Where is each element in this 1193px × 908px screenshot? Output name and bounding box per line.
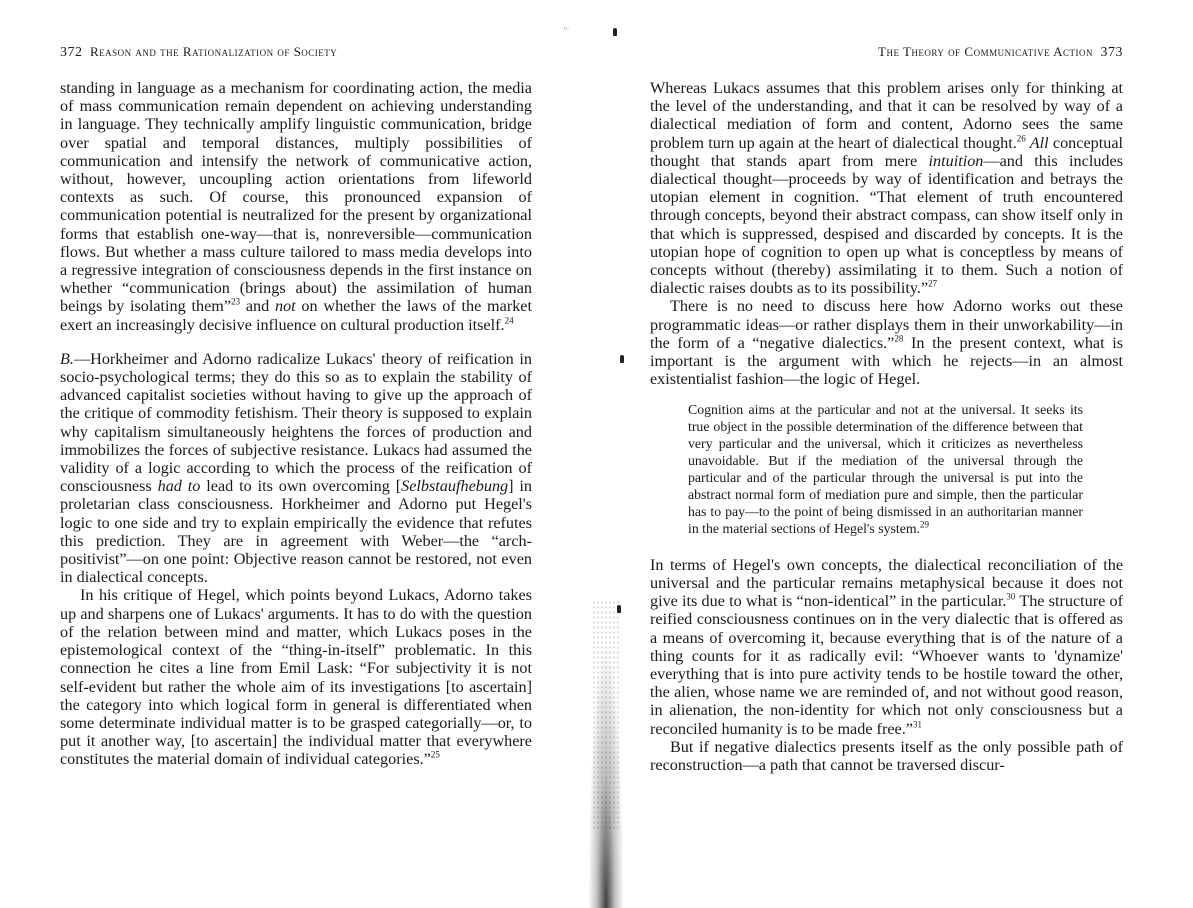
left-running-title: Reason and the Rationalization of Society <box>90 44 338 59</box>
paragraph: standing in language as a mechanism for coordinating action, the media of mass communication remain dependent on achieving understanding in language. They technically amplify linguistic communication, bridge over spatial and temporal distances, multiply possibilities of communication and intensify the network of communicative action, without, however, uncoupling action orientations from lifeworld contexts as such. Of course, this pronounced expansion of communication potential is neutralized for the present by organizational forms that establish one-way—that is, nonreversible—communication flows. But whether a mass culture tailored to mass media develops into a regressive integration of consciousness depends in the first instance on whether “communication (brings about) the assimilation of human beings by isolating them”$^{23}$ and not on whether the laws of the market exert an increasingly decisive influence on cultural production itself.$^{24}$ <box>60 79 532 334</box>
footnote-ref: 26 <box>1016 133 1026 144</box>
block-quote: Cognition aims at the particular and not at the universal. It seeks its true object in the possible determination of the difference between that very particular and the universal, which it criticizes as nevertheless unavoidable. But if the mediation of the universal through the particular and of the particular through the universal is put into the abstract normal form of mediation pure and simple, then the particular has to pay—to the point of being dismissed in an authoritarian manner in the material sections of Hegel's system.$^{29}$ <box>688 402 1083 536</box>
footnote-ref: 28 <box>894 333 904 344</box>
footnote-ref: 29 <box>920 519 929 530</box>
right-page-number: 373 <box>1100 45 1123 60</box>
right-page <box>600 0 1193 908</box>
footnote-ref: 31 <box>912 719 922 730</box>
section-label: B. <box>60 349 74 368</box>
paragraph: In his critique of Hegel, which points beyond Lukacs, Adorno takes up and sharpens one of Lukacs' arguments. It has to do with the question of the relation between mind and matter, which Lukacs poses in the epistemological context of the “thing-in-itself” problematic. In this connection he cites a line from Emil Lask: “For subjectivity it is not self-evident but rather the whole aim of its investigations [to ascertain] the category into which logical form in general is differentiated when some determinate individual matter is to be grasped categorially—or, to put it another way, [to ascertain] the individual matter that everywhere constitutes the material domain of individual categories.”$^{25}$ <box>60 586 532 769</box>
paragraph: B.—Horkheimer and Adorno radicalize Lukacs' theory of reification in socio-psychological terms; they do this so as to explain the stability of advanced capitalist societies without having to give up the approach of the critique of commodity fetishism. Their theory is supposed to explain why capitalism simultaneously heightens the forces of production and immobilizes the forces of subjective resistance. Lukacs had assumed the validity of a logic according to which the process of the reification of consciousness had to lead to its own overcoming [Selbstaufhebung] in proletarian class consciousness. Horkheimer and Adorno put Hegel's logic to one side and try to explain empirically the evidence that refutes this prediction. They are in agreement with Weber—the “arch-positivist”—on one point: Objective reason cannot be restored, not even in dialectical concepts. <box>60 349 533 587</box>
footnote-ref: 30 <box>1006 591 1016 602</box>
footnote-ref: 23 <box>231 297 241 308</box>
left-page-number: 372 <box>60 45 83 60</box>
paragraph: There is no need to discuss here how Adorno works out these programmatic ideas—or rather displays them in their unworkability—in the form of a “negative dialectics.”$^{28}$ In the present context, what is important is the argument with which he rejects—in an almost existentialist fashion—the logic of Hegel. <box>650 297 1124 389</box>
left-page <box>0 0 590 908</box>
paragraph: Whereas Lukacs assumes that this problem arises only for thinking at the level of the understanding, and that it can be resolved by way of a dialectical mediation of form and content, Adorno sees the same problem turn up again at the heart of dialectical thought.$^{26}$ All conceptual thought that stands apart from mere intuition—and this includes dialectical thought—proceeds by way of identification and betrays the utopian element in cognition. “That element of truth encountered through concepts, beyond their abstract compass, can show itself only in that which is suppressed, despised and discarded by concepts. It is the utopian hope of cognition to open up what is conceptless by means of concepts without (thereby) assimilating it to them. Such a notion of dialectic raises doubts as to its possibility.”$^{27}$ <box>650 79 1123 298</box>
footnote-ref: 24 <box>504 315 514 326</box>
left-running-head <box>60 44 337 61</box>
right-running-head <box>878 44 1123 61</box>
paragraph: But if negative dialectics presents itself as the only possible path of reconstruction—a path that cannot be traversed discur- <box>650 737 1123 774</box>
right-body-text <box>650 79 1123 774</box>
footnote-ref: 25 <box>430 749 440 760</box>
paragraph: In terms of Hegel's own concepts, the dialectical reconciliation of the universal and the particular remains metaphysical because it does not give its due to what is “non-identical” in the particular.$^{30}$ The structure of reified consciousness continues on in the very dialectic that is offered as a means of overcoming it, because everything that is of the nature of a thing counts for it as radically evil: “Whoever wants to 'dynamize' everything that is into pure activity tends to be hostile toward the other, the alien, whose name we are reminded of, and not without good reason, in alienation, the non-identity for which not only consciousness but a reconciled humanity is to be made free.”$^{31}$ <box>650 555 1123 738</box>
right-running-title: The Theory of Communicative Action <box>878 44 1093 59</box>
gutter-artifact: ·ıı· <box>562 26 570 32</box>
left-body-text <box>60 79 532 769</box>
footnote-ref: 27 <box>928 278 938 289</box>
